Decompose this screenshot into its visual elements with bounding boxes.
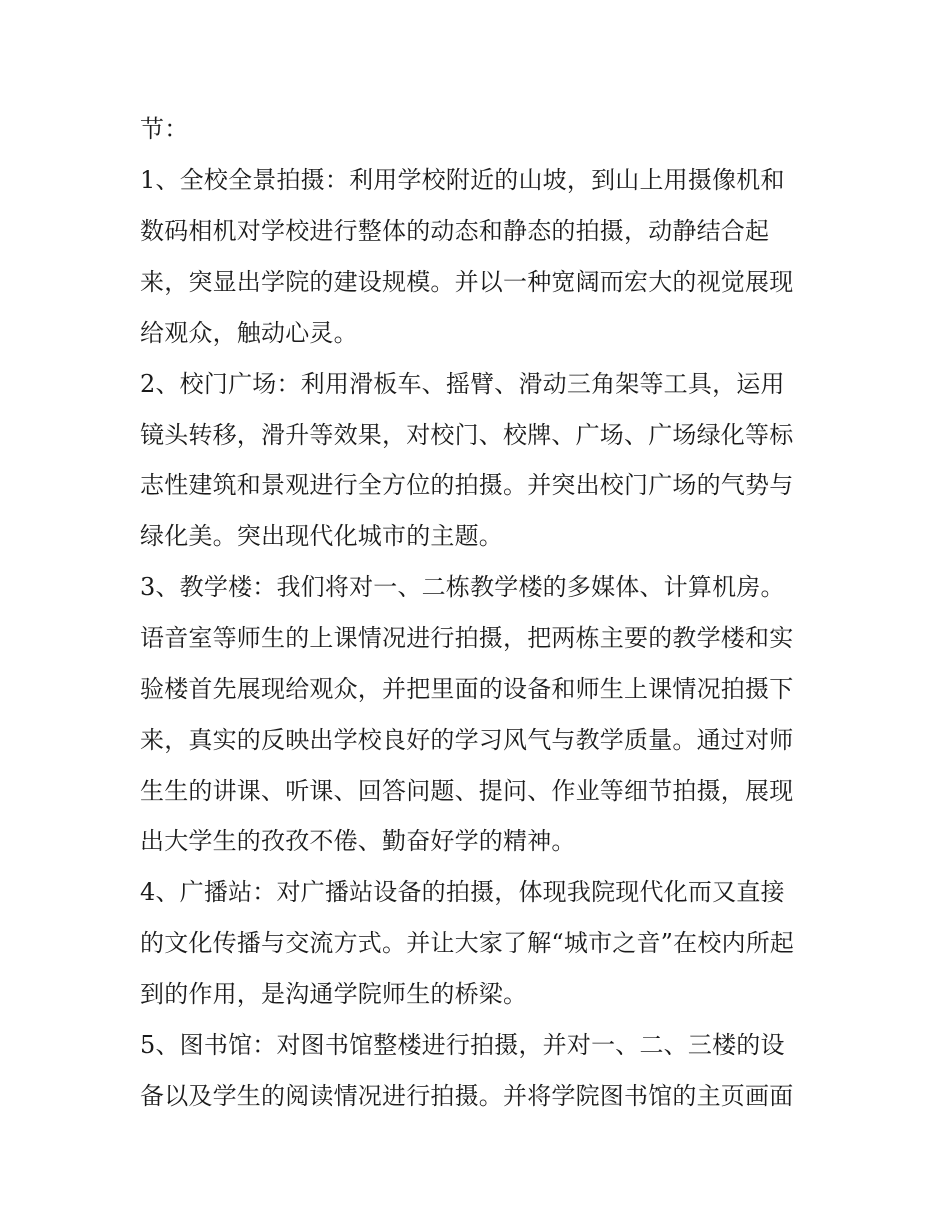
- text-line: 2、校门广场：利用滑板车、摇臂、滑动三角架等工具，运用: [140, 370, 785, 398]
- text-line: 5、图书馆：对图书馆整楼进行拍摄，并对一、二、三楼的设: [140, 1031, 785, 1059]
- text-line: 生生的讲课、听课、回答问题、提问、作业等细节拍摄，展现: [140, 777, 794, 805]
- text-line: 语音室等师生的上课情况进行拍摄，把两栋主要的教学楼和实: [140, 624, 794, 652]
- text-line: 志性建筑和景观进行全方位的拍摄。并突出校门广场的气势与: [140, 471, 794, 499]
- text-line: 来，真实的反映出学校良好的学习风气与教学质量。通过对师: [140, 726, 794, 754]
- text-line: 节：: [140, 115, 189, 143]
- text-line: 镜头转移，滑升等效果，对校门、校牌、广场、广场绿化等标: [140, 421, 794, 449]
- text-line: 来，突显出学院的建设规模。并以一种宽阔而宏大的视觉展现: [140, 268, 794, 296]
- text-line: 绿化美。突出现代化城市的主题。: [140, 522, 503, 550]
- text-line: 备以及学生的阅读情况进行拍摄。并将学院图书馆的主页画面: [140, 1082, 794, 1110]
- text-line: 的文化传播与交流方式。并让大家了解“城市之音”在校内所起: [140, 929, 795, 957]
- text-line: 1、全校全景拍摄：利用学校附近的山坡，到山上用摄像机和: [140, 166, 785, 194]
- text-line: 验楼首先展现给观众，并把里面的设备和师生上课情况拍摄下: [140, 675, 794, 703]
- text-line: 3、教学楼：我们将对一、二栋教学楼的多媒体、计算机房。: [140, 573, 785, 601]
- text-line: 给观众，触动心灵。: [140, 319, 358, 347]
- text-line: 出大学生的孜孜不倦、勤奋好学的精神。: [140, 827, 576, 855]
- text-line: 到的作用，是沟通学院师生的桥梁。: [140, 980, 528, 1008]
- text-line: 4、广播站：对广播站设备的拍摄，体现我院现代化而又直接: [140, 878, 785, 906]
- text-line: 数码相机对学校进行整体的动态和静态的拍摄，动静结合起: [140, 217, 770, 245]
